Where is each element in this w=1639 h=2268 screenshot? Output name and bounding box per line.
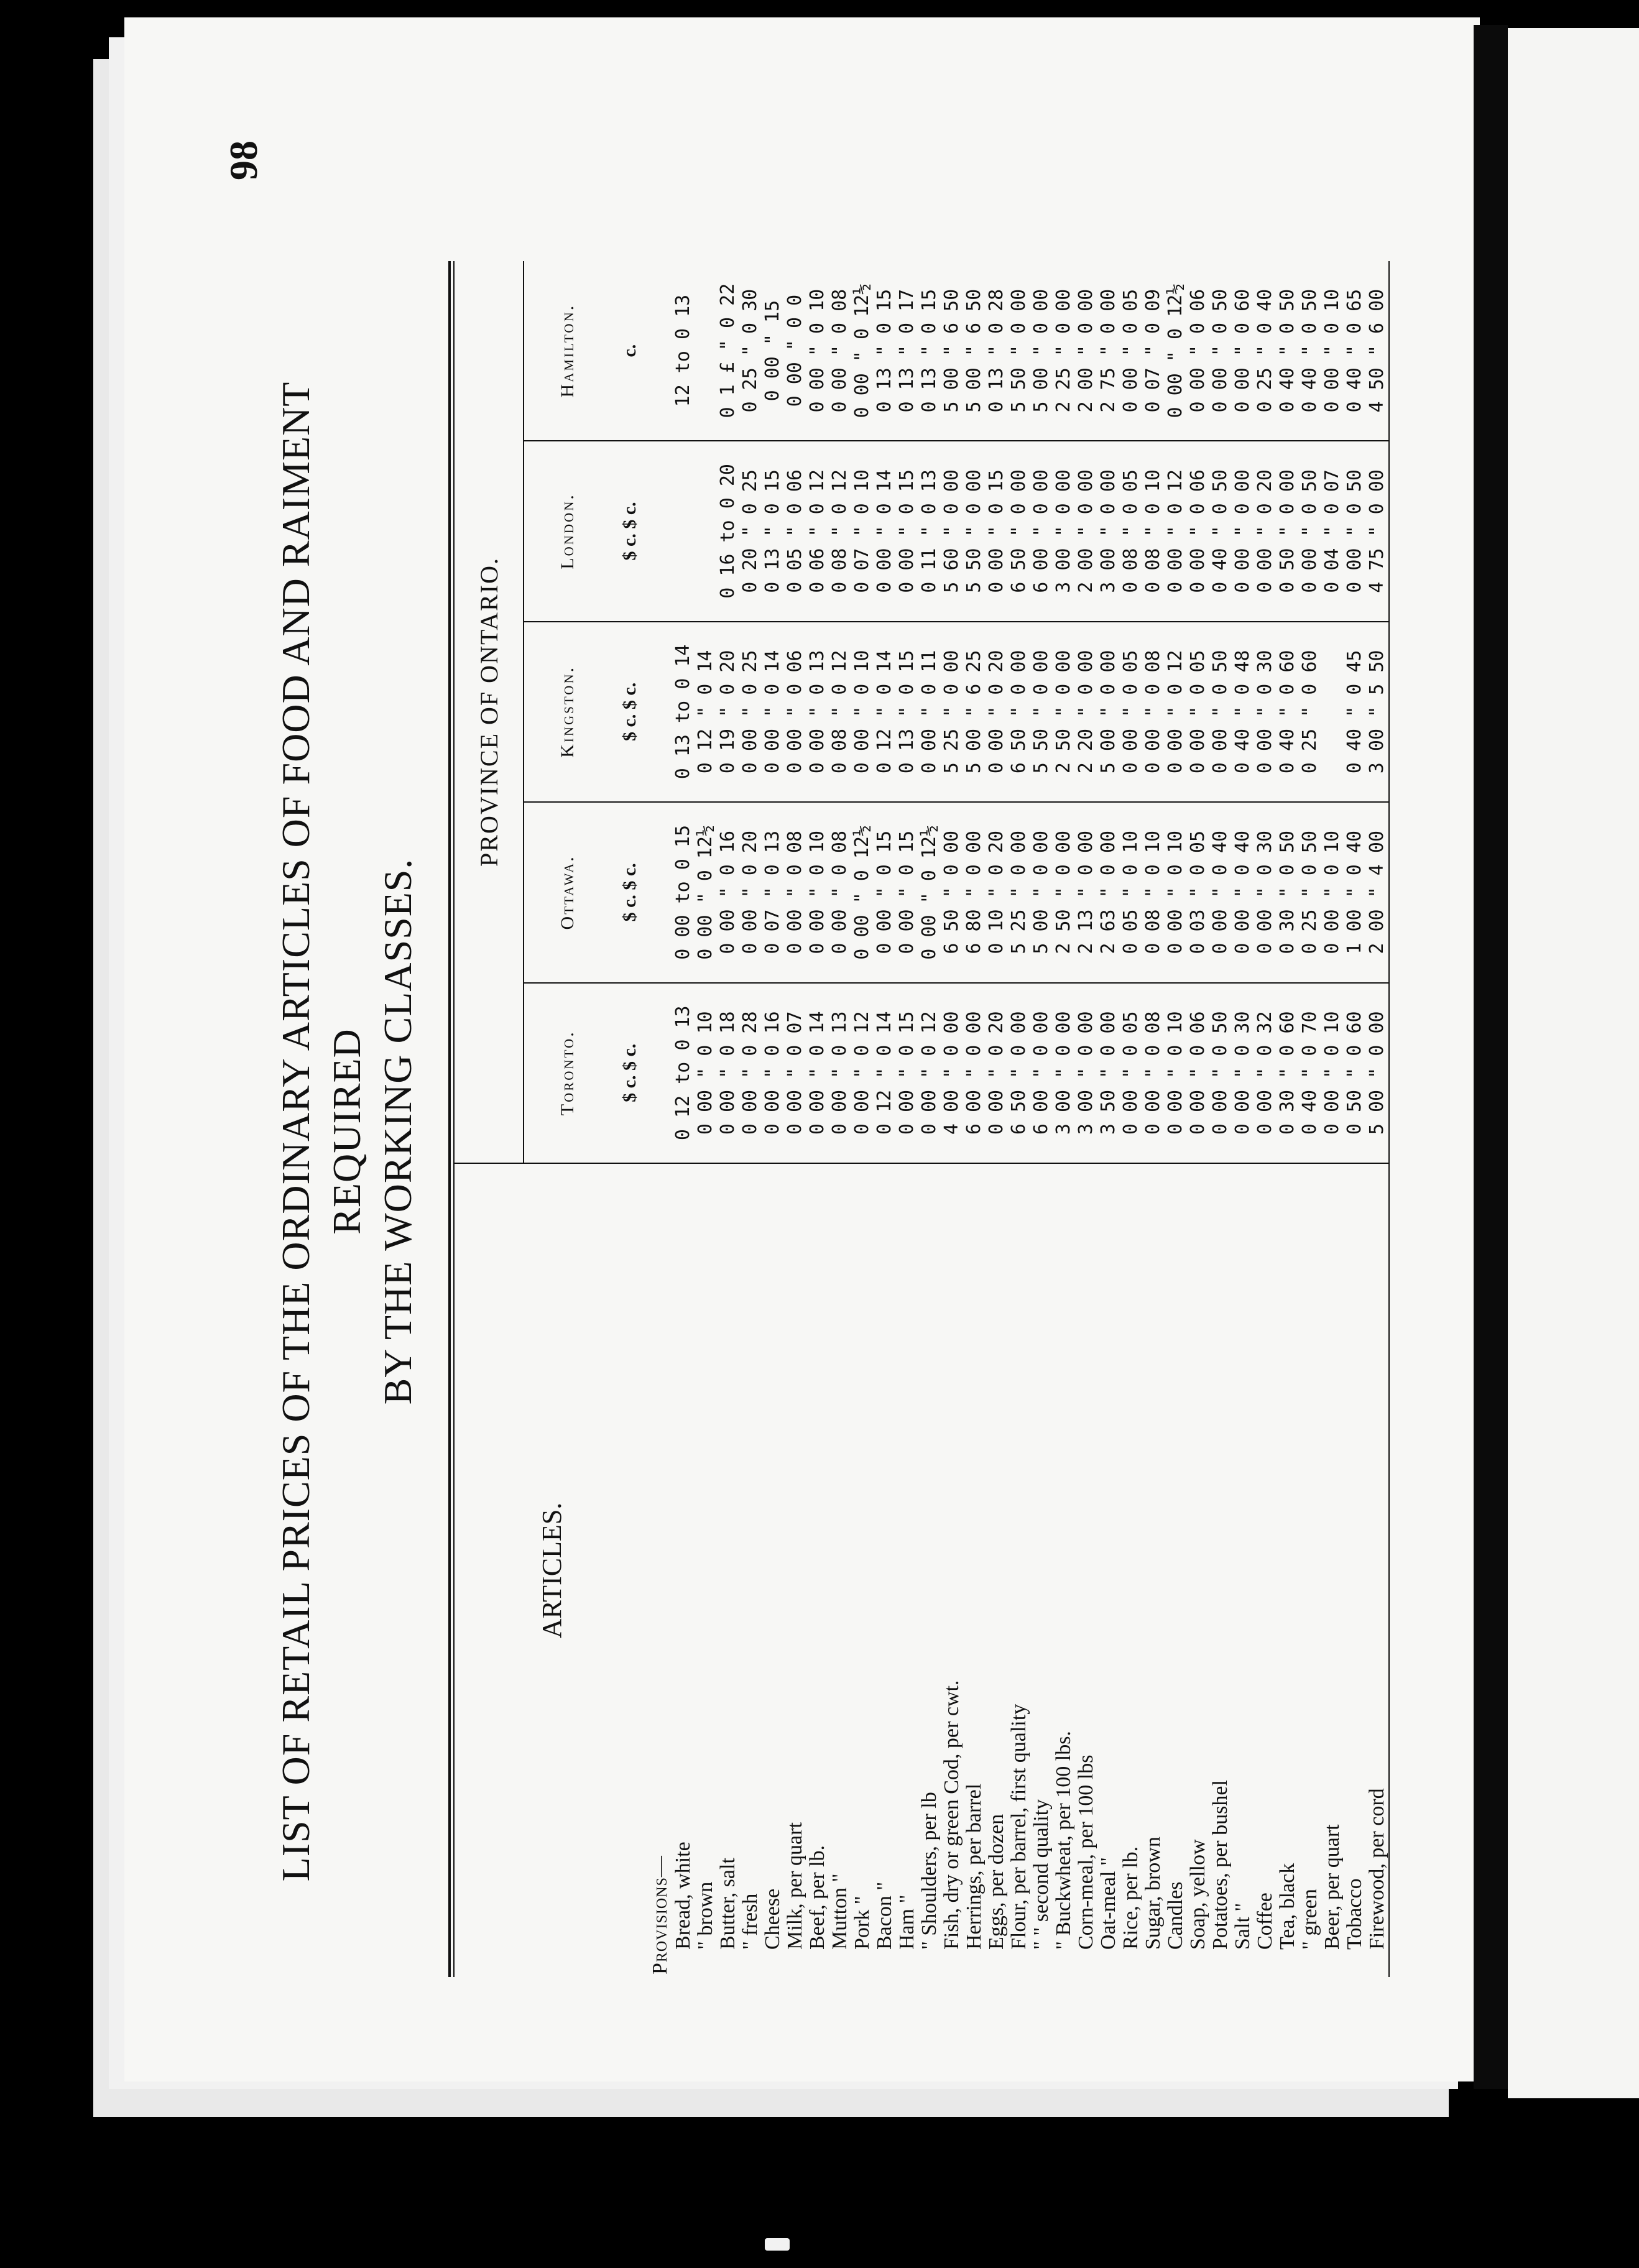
price-cell-hamilton: 5 50 " 0 00 (1008, 261, 1030, 441)
table-row (1008, 261, 1030, 1977)
article-label: Tea, black (1276, 1863, 1299, 1950)
article-cell (806, 1163, 829, 1977)
price-cell-kingston: 5 50 " 0 00 (1030, 622, 1053, 802)
price-cell-toronto: 0 12 to 0 13 (672, 983, 695, 1163)
article-cell (1321, 1163, 1344, 1977)
table-row (963, 261, 986, 1977)
price-cell-london: 3 00 " 0 00 (1053, 441, 1075, 621)
price-cell-toronto: 6 00 " 0 00 (1030, 983, 1053, 1163)
article-cell (1120, 1163, 1142, 1977)
price-cell-london: 0 06 " 0 12 (806, 441, 829, 621)
price-cell-toronto: 5 00 " 0 00 (1366, 983, 1388, 1163)
table-row (1097, 261, 1120, 1977)
price-cell-london: 2 00 " 0 00 (1075, 441, 1097, 621)
article-label: " fresh (739, 1893, 762, 1950)
price-cell-hamilton: 0 13 " 0 17 (896, 261, 918, 441)
price-cell-kingston: 0 13 to 0 14 (672, 622, 695, 802)
table-row (941, 261, 963, 1977)
article-label: " green (1298, 1889, 1321, 1950)
price-cell-ottawa: 0 07 " 0 13 (762, 802, 784, 982)
table-row (1030, 261, 1053, 1977)
article-cell (1232, 1163, 1254, 1977)
city-header-london: London. (524, 441, 611, 621)
article-cell (1254, 1163, 1277, 1977)
price-cell-london: 3 00 " 0 00 (1097, 441, 1120, 621)
table-row (672, 261, 695, 1977)
price-cell-toronto: 4 00 " 0 00 (941, 983, 963, 1163)
article-label: Butter, salt (716, 1858, 739, 1950)
price-cell-hamilton: 0 00 " 0 0 (784, 261, 806, 441)
city-header-ottawa: Ottawa. (524, 802, 611, 982)
article-label: Beer, per quart (1321, 1824, 1344, 1950)
price-cell-london: 0 00 " 0 50 (1299, 441, 1321, 621)
article-label: " Buckwheat, per 100 lbs. (1052, 1731, 1075, 1950)
article-cell (1030, 1163, 1053, 1977)
price-cell-toronto: 3 50 " 0 00 (1097, 983, 1120, 1163)
price-cell-hamilton: 2 00 " 0 00 (1075, 261, 1097, 441)
table-title-line-2: BY THE WORKING CLASSES. (376, 858, 420, 1405)
article-cell (784, 1163, 806, 1977)
article-cell (918, 1163, 941, 1977)
price-cell-london: 0 00 " 0 50 (1344, 441, 1366, 621)
price-cell-ottawa: 0 00 " 0 10 (1165, 802, 1187, 982)
article-label: Eggs, per dozen (985, 1814, 1008, 1950)
article-label: Mutton " (828, 1873, 851, 1950)
price-cell-kingston: 0 00 " 0 14 (762, 622, 784, 802)
prices-table (455, 261, 1388, 1977)
book-gutter (1474, 25, 1508, 2089)
price-cell-ottawa: 0 00 " 0 12½ (851, 802, 874, 982)
price-cell-london: 0 50 " 0 00 (1277, 441, 1299, 621)
article-label: Milk, per quart (783, 1822, 806, 1950)
article-cell (874, 1163, 896, 1977)
article-label: " " second quality (1030, 1799, 1053, 1950)
article-cell (762, 1163, 784, 1977)
article-cell (1142, 1163, 1165, 1977)
price-cell-kingston: 0 00 " 0 30 (1254, 622, 1277, 802)
article-cell (1053, 1163, 1075, 1977)
table-row (1232, 261, 1254, 1977)
price-cell-london: 0 00 " 0 12 (1165, 441, 1187, 621)
price-cell-kingston: 0 00 " 0 20 (986, 622, 1008, 802)
price-cell-ottawa: 0 00 to 0 15 (672, 802, 695, 982)
price-cell-toronto: 0 00 " 0 07 (784, 983, 806, 1163)
price-cell-hamilton: 0 40 " 0 65 (1344, 261, 1366, 441)
rotated-table-content (221, 141, 1388, 2014)
price-cell-ottawa: 0 10 " 0 20 (986, 802, 1008, 982)
price-cell-london: 0 00 " 0 15 (986, 441, 1008, 621)
price-cell-toronto: 0 00 " 0 32 (1254, 983, 1277, 1163)
price-cell-ottawa: 5 00 " 0 00 (1030, 802, 1053, 982)
article-label: Herrings, per barrel (963, 1783, 986, 1950)
scan-artifact (765, 2238, 790, 2251)
article-cell (1097, 1163, 1120, 1977)
price-cell-toronto: 0 50 " 0 60 (1344, 983, 1366, 1163)
price-cell-ottawa: 0 00 " 0 15 (874, 802, 896, 982)
unit-header-toronto: $ c. $ c. (611, 983, 649, 1163)
article-cell (1344, 1163, 1366, 1977)
price-cell-hamilton: 5 00 " 0 00 (1030, 261, 1053, 441)
article-label: Beef, per lb. (806, 1845, 829, 1950)
price-cell-london: 0 00 " 0 15 (896, 441, 918, 621)
price-cell-hamilton (695, 261, 717, 441)
price-cell-kingston: 0 13 " 0 15 (896, 622, 918, 802)
article-cell (1366, 1163, 1388, 1977)
article-cell (941, 1163, 963, 1977)
price-cell-hamilton: 0 00 " 0 12½ (1165, 261, 1187, 441)
price-cell-hamilton: 4 50 " 6 00 (1366, 261, 1388, 441)
price-cell-ottawa: 6 50 " 0 00 (941, 802, 963, 982)
price-cell-toronto: 0 00 " 0 15 (896, 983, 918, 1163)
price-cell-hamilton: 0 00 " 0 06 (1187, 261, 1209, 441)
table-row (1344, 261, 1366, 1977)
articles-header: ARTICLES. (455, 1163, 649, 1977)
province-header: PROVINCE OF ONTARIO. (455, 261, 524, 1163)
price-cell-hamilton: 12 to 0 13 (672, 261, 695, 441)
price-cell-london: 0 05 " 0 06 (784, 441, 806, 621)
table-title-line-1: LIST OF RETAIL PRICES OF THE ORDINARY ARTICLES OF FOOD AND RAIMENT REQUIRED (274, 381, 369, 1882)
price-cell-hamilton: 5 00 " 6 50 (963, 261, 986, 441)
price-cell-hamilton: 2 25 " 0 00 (1053, 261, 1075, 441)
article-label: " Shoulders, per lb (918, 1792, 941, 1950)
price-cell-hamilton: 0 25 " 0 30 (739, 261, 762, 441)
price-cell-hamilton: 0 00 " 0 05 (1120, 261, 1142, 441)
article-cell (963, 1163, 986, 1977)
price-cell-toronto: 0 00 " 0 20 (986, 983, 1008, 1163)
price-cell-toronto: 0 40 " 0 70 (1299, 983, 1321, 1163)
unit-header-kingston: $ c. $ c. (611, 622, 649, 802)
table-row (1254, 261, 1277, 1977)
price-cell-toronto: 0 12 " 0 14 (874, 983, 896, 1163)
price-cell-hamilton: 0 00 " 15 (762, 261, 784, 441)
price-cell-ottawa: 1 00 " 0 40 (1344, 802, 1366, 982)
table-row (1277, 261, 1299, 1977)
price-cell-toronto: 0 00 " 0 06 (1187, 983, 1209, 1163)
price-cell-toronto: 0 30 " 0 60 (1277, 983, 1299, 1163)
article-label: Potatoes, per bushel (1209, 1780, 1232, 1950)
table-cell (649, 261, 672, 441)
price-cell-hamilton: 0 00 " 0 50 (1209, 261, 1232, 441)
price-cell-kingston: 0 25 " 0 60 (1299, 622, 1321, 802)
price-cell-ottawa: 2 13 " 0 00 (1075, 802, 1097, 982)
price-cell-london: 0 04 " 0 07 (1321, 441, 1344, 621)
table-row (829, 261, 851, 1977)
price-cell-ottawa: 0 00 " 0 16 (717, 802, 739, 982)
price-cell-london: 5 60 " 0 00 (941, 441, 963, 621)
article-label: Cheese (761, 1888, 784, 1950)
price-cell-kingston: 2 50 " 0 00 (1053, 622, 1075, 802)
unit-header-ottawa: $ c. $ c. (611, 802, 649, 982)
price-cell-kingston: 0 00 " 0 12 (1165, 622, 1187, 802)
table-row (1053, 261, 1075, 1977)
unit-header-hamilton: c. (611, 261, 649, 441)
price-cell-ottawa: 0 00 " 0 20 (739, 802, 762, 982)
price-cell-kingston: 2 20 " 0 00 (1075, 622, 1097, 802)
price-cell-toronto: 0 00 " 0 10 (1321, 983, 1344, 1163)
article-cell (896, 1163, 918, 1977)
price-cell-kingston: 0 40 " 0 45 (1344, 622, 1366, 802)
price-cell-toronto: 0 00 " 0 50 (1209, 983, 1232, 1163)
table-row (1142, 261, 1165, 1977)
table-cell (649, 983, 672, 1163)
table-row (896, 261, 918, 1977)
price-cell-london (672, 441, 695, 621)
table-row (739, 261, 762, 1977)
price-cell-kingston (1321, 622, 1344, 802)
article-label: Coffee (1253, 1892, 1277, 1950)
table-row (806, 261, 829, 1977)
article-cell (717, 1163, 739, 1977)
article-cell (1299, 1163, 1321, 1977)
price-cell-ottawa: 0 03 " 0 05 (1187, 802, 1209, 982)
price-cell-hamilton: 5 00 " 6 50 (941, 261, 963, 441)
price-cell-kingston: 0 00 " 0 08 (1142, 622, 1165, 802)
price-cell-ottawa: 0 00 " 0 40 (1232, 802, 1254, 982)
bottom-rule (1388, 261, 1390, 1977)
article-cell (851, 1163, 874, 1977)
price-cell-kingston: 0 00 " 0 05 (1187, 622, 1209, 802)
article-cell (1209, 1163, 1232, 1977)
city-header-toronto: Toronto. (524, 983, 611, 1163)
price-cell-hamilton: 0 00 " 0 12½ (851, 261, 874, 441)
price-cell-kingston: 5 00 " 0 00 (1097, 622, 1120, 802)
price-cell-london: 5 50 " 0 00 (963, 441, 986, 621)
article-label: Sugar, brown (1142, 1837, 1165, 1950)
table-row (1075, 261, 1097, 1977)
article-cell (1187, 1163, 1209, 1977)
price-cell-toronto: 0 00 " 0 13 (829, 983, 851, 1163)
price-cell-ottawa: 5 25 " 0 00 (1008, 802, 1030, 982)
price-cell-hamilton: 0 13 " 0 15 (918, 261, 941, 441)
table-cell (649, 441, 672, 621)
price-cell-kingston: 0 40 " 0 48 (1232, 622, 1254, 802)
article-label: Candles (1164, 1881, 1187, 1950)
price-cell-ottawa: 0 30 " 0 50 (1277, 802, 1299, 982)
price-cell-hamilton: 0 25 " 0 40 (1254, 261, 1277, 441)
table-row (918, 261, 941, 1977)
price-cell-london: 6 50 " 0 00 (1008, 441, 1030, 621)
price-cell-ottawa: 2 63 " 0 00 (1097, 802, 1120, 982)
price-cell-kingston: 0 12 " 0 14 (874, 622, 896, 802)
price-cell-hamilton: 0 00 " 0 60 (1232, 261, 1254, 441)
price-cell-kingston: 0 00 " 0 11 (918, 622, 941, 802)
price-cell-kingston: 0 00 " 0 10 (851, 622, 874, 802)
price-cell-ottawa: 0 05 " 0 10 (1120, 802, 1142, 982)
article-label: Salt " (1231, 1902, 1254, 1950)
price-cell-toronto: 0 00 " 0 18 (717, 983, 739, 1163)
price-cell-ottawa: 6 80 " 0 00 (963, 802, 986, 982)
price-cell-toronto: 3 00 " 0 00 (1053, 983, 1075, 1163)
price-cell-toronto: 0 00 " 0 10 (1165, 983, 1187, 1163)
article-cell (986, 1163, 1008, 1977)
unit-header-london: $ c. $ c. (611, 441, 649, 621)
article-label: Fish, dry or green Cod, per cwt. (940, 1680, 963, 1950)
price-cell-hamilton: 0 00 " 0 10 (806, 261, 829, 441)
table-row (695, 261, 717, 1977)
price-cell-ottawa: 0 00 " 0 08 (829, 802, 851, 982)
price-cell-hamilton: 0 40 " 0 50 (1299, 261, 1321, 441)
price-cell-hamilton: 0 40 " 0 50 (1277, 261, 1299, 441)
price-cell-hamilton: 0 13 " 0 15 (874, 261, 896, 441)
table-row (1187, 261, 1209, 1977)
article-cell (1075, 1163, 1097, 1977)
price-cell-london: 0 13 " 0 15 (762, 441, 784, 621)
article-cell (1277, 1163, 1299, 1977)
price-cell-hamilton: 0 00 " 0 08 (829, 261, 851, 441)
price-cell-london: 0 40 " 0 50 (1209, 441, 1232, 621)
article-label: Bacon " (873, 1881, 896, 1950)
price-cell-kingston: 0 00 " 0 05 (1120, 622, 1142, 802)
article-cell (1008, 1163, 1030, 1977)
price-cell-kingston: 0 00 " 0 25 (739, 622, 762, 802)
price-cell-ottawa: 0 00 " 0 12½ (695, 802, 717, 982)
price-cell-toronto: 0 00 " 0 16 (762, 983, 784, 1163)
price-cell-ottawa: 0 00 " 0 08 (784, 802, 806, 982)
price-cell-london: 6 00 " 0 00 (1030, 441, 1053, 621)
price-cell-toronto: 6 50 " 0 00 (1008, 983, 1030, 1163)
price-cell-london: 0 00 " 0 06 (1187, 441, 1209, 621)
table-cell (649, 802, 672, 982)
table-row (1165, 261, 1187, 1977)
price-cell-toronto: 6 00 " 0 00 (963, 983, 986, 1163)
table-row (1209, 261, 1232, 1977)
article-label: Soap, yellow (1186, 1839, 1209, 1950)
article-cell (1165, 1163, 1187, 1977)
price-cell-kingston: 0 19 " 0 20 (717, 622, 739, 802)
price-cell-london: 0 00 " 0 14 (874, 441, 896, 621)
article-cell (739, 1163, 762, 1977)
article-label: Flour, per barrel, first quality (1007, 1703, 1030, 1950)
price-cell-london: 0 16 to 0 20 (717, 441, 739, 621)
price-cell-london: 4 75 " 0 00 (1366, 441, 1388, 621)
price-cell-toronto: 0 00 " 0 05 (1120, 983, 1142, 1163)
article-label: Ham " (895, 1894, 918, 1950)
table-row (1120, 261, 1142, 1977)
table-cell (649, 622, 672, 802)
section-heading: Provisions— (649, 1163, 672, 1977)
price-cell-london: 0 08 " 0 05 (1120, 441, 1142, 621)
price-cell-toronto: 0 00 " 0 08 (1142, 983, 1165, 1163)
price-cell-toronto: 0 00 " 0 14 (806, 983, 829, 1163)
price-cell-ottawa: 0 00 " 0 10 (1321, 802, 1344, 982)
price-cell-hamilton: 0 07 " 0 09 (1142, 261, 1165, 441)
article-label: Corn-meal, per 100 lbs (1074, 1754, 1097, 1950)
price-cell-ottawa: 0 25 " 0 50 (1299, 802, 1321, 982)
price-cell-toronto: 0 00 " 0 10 (695, 983, 717, 1163)
price-cell-ottawa: 0 00 " 0 12½ (918, 802, 941, 982)
table-row (762, 261, 784, 1977)
facing-page (1508, 28, 1639, 2098)
article-label: Firewood, per cord (1365, 1788, 1388, 1950)
price-cell-hamilton: 2 75 " 0 00 (1097, 261, 1120, 441)
price-cell-kingston: 0 08 " 0 12 (829, 622, 851, 802)
article-label: Tobacco (1343, 1878, 1366, 1950)
price-cell-ottawa: 0 00 " 0 40 (1209, 802, 1232, 982)
price-cell-ottawa: 0 00 " 0 30 (1254, 802, 1277, 982)
table-row (1321, 261, 1344, 1977)
price-cell-hamilton: 0 1 £ " 0 22 (717, 261, 739, 441)
price-cell-london (695, 441, 717, 621)
price-cell-kingston: 0 00 " 0 50 (1209, 622, 1232, 802)
price-cell-ottawa: 2 00 " 4 00 (1366, 802, 1388, 982)
price-cell-toronto: 0 00 " 0 12 (918, 983, 941, 1163)
price-cell-kingston: 5 00 " 6 25 (963, 622, 986, 802)
price-cell-ottawa: 0 00 " 0 15 (896, 802, 918, 982)
price-cell-toronto: 0 00 " 0 30 (1232, 983, 1254, 1163)
price-cell-hamilton: 0 13 " 0 28 (986, 261, 1008, 441)
table-row (874, 261, 896, 1977)
price-cell-kingston: 0 00 " 0 06 (784, 622, 806, 802)
table-row (717, 261, 739, 1977)
price-cell-toronto: 0 00 " 0 28 (739, 983, 762, 1163)
price-cell-london: 0 11 " 0 13 (918, 441, 941, 621)
price-cell-kingston: 0 40 " 0 60 (1277, 622, 1299, 802)
price-cell-london: 0 08 " 0 10 (1142, 441, 1165, 621)
article-label: Pork " (851, 1896, 874, 1950)
price-cell-ottawa: 0 08 " 0 10 (1142, 802, 1165, 982)
price-cell-toronto: 3 00 " 0 00 (1075, 983, 1097, 1163)
article-cell (695, 1163, 717, 1977)
city-header-hamilton: Hamilton. (524, 261, 611, 441)
article-label: Bread, white (672, 1842, 695, 1950)
article-label: Oat-meal " (1097, 1857, 1120, 1950)
article-label: " brown (694, 1881, 717, 1950)
price-cell-ottawa: 2 50 " 0 00 (1053, 802, 1075, 982)
price-cell-toronto: 0 00 " 0 12 (851, 983, 874, 1163)
article-cell (829, 1163, 851, 1977)
price-cell-kingston: 3 00 " 5 50 (1366, 622, 1388, 802)
page-number: 98 (221, 141, 265, 180)
table-row (784, 261, 806, 1977)
price-cell-kingston: 5 25 " 0 00 (941, 622, 963, 802)
price-cell-kingston: 0 12 " 0 14 (695, 622, 717, 802)
city-header-kingston: Kingston. (524, 622, 611, 802)
price-cell-london: 0 07 " 0 10 (851, 441, 874, 621)
price-cell-kingston: 0 00 " 0 13 (806, 622, 829, 802)
price-cell-ottawa: 0 00 " 0 10 (806, 802, 829, 982)
table-row (1299, 261, 1321, 1977)
article-cell (672, 1163, 695, 1977)
price-cell-hamilton: 0 00 " 0 10 (1321, 261, 1344, 441)
article-label: Rice, per lb. (1119, 1846, 1142, 1950)
price-cell-london: 0 08 " 0 12 (829, 441, 851, 621)
table-row (1366, 261, 1388, 1977)
table-row (986, 261, 1008, 1977)
price-cell-kingston: 6 50 " 0 00 (1008, 622, 1030, 802)
price-cell-london: 0 00 " 0 20 (1254, 441, 1277, 621)
table-row (851, 261, 874, 1977)
price-cell-london: 0 00 " 0 00 (1232, 441, 1254, 621)
price-cell-london: 0 20 " 0 25 (739, 441, 762, 621)
